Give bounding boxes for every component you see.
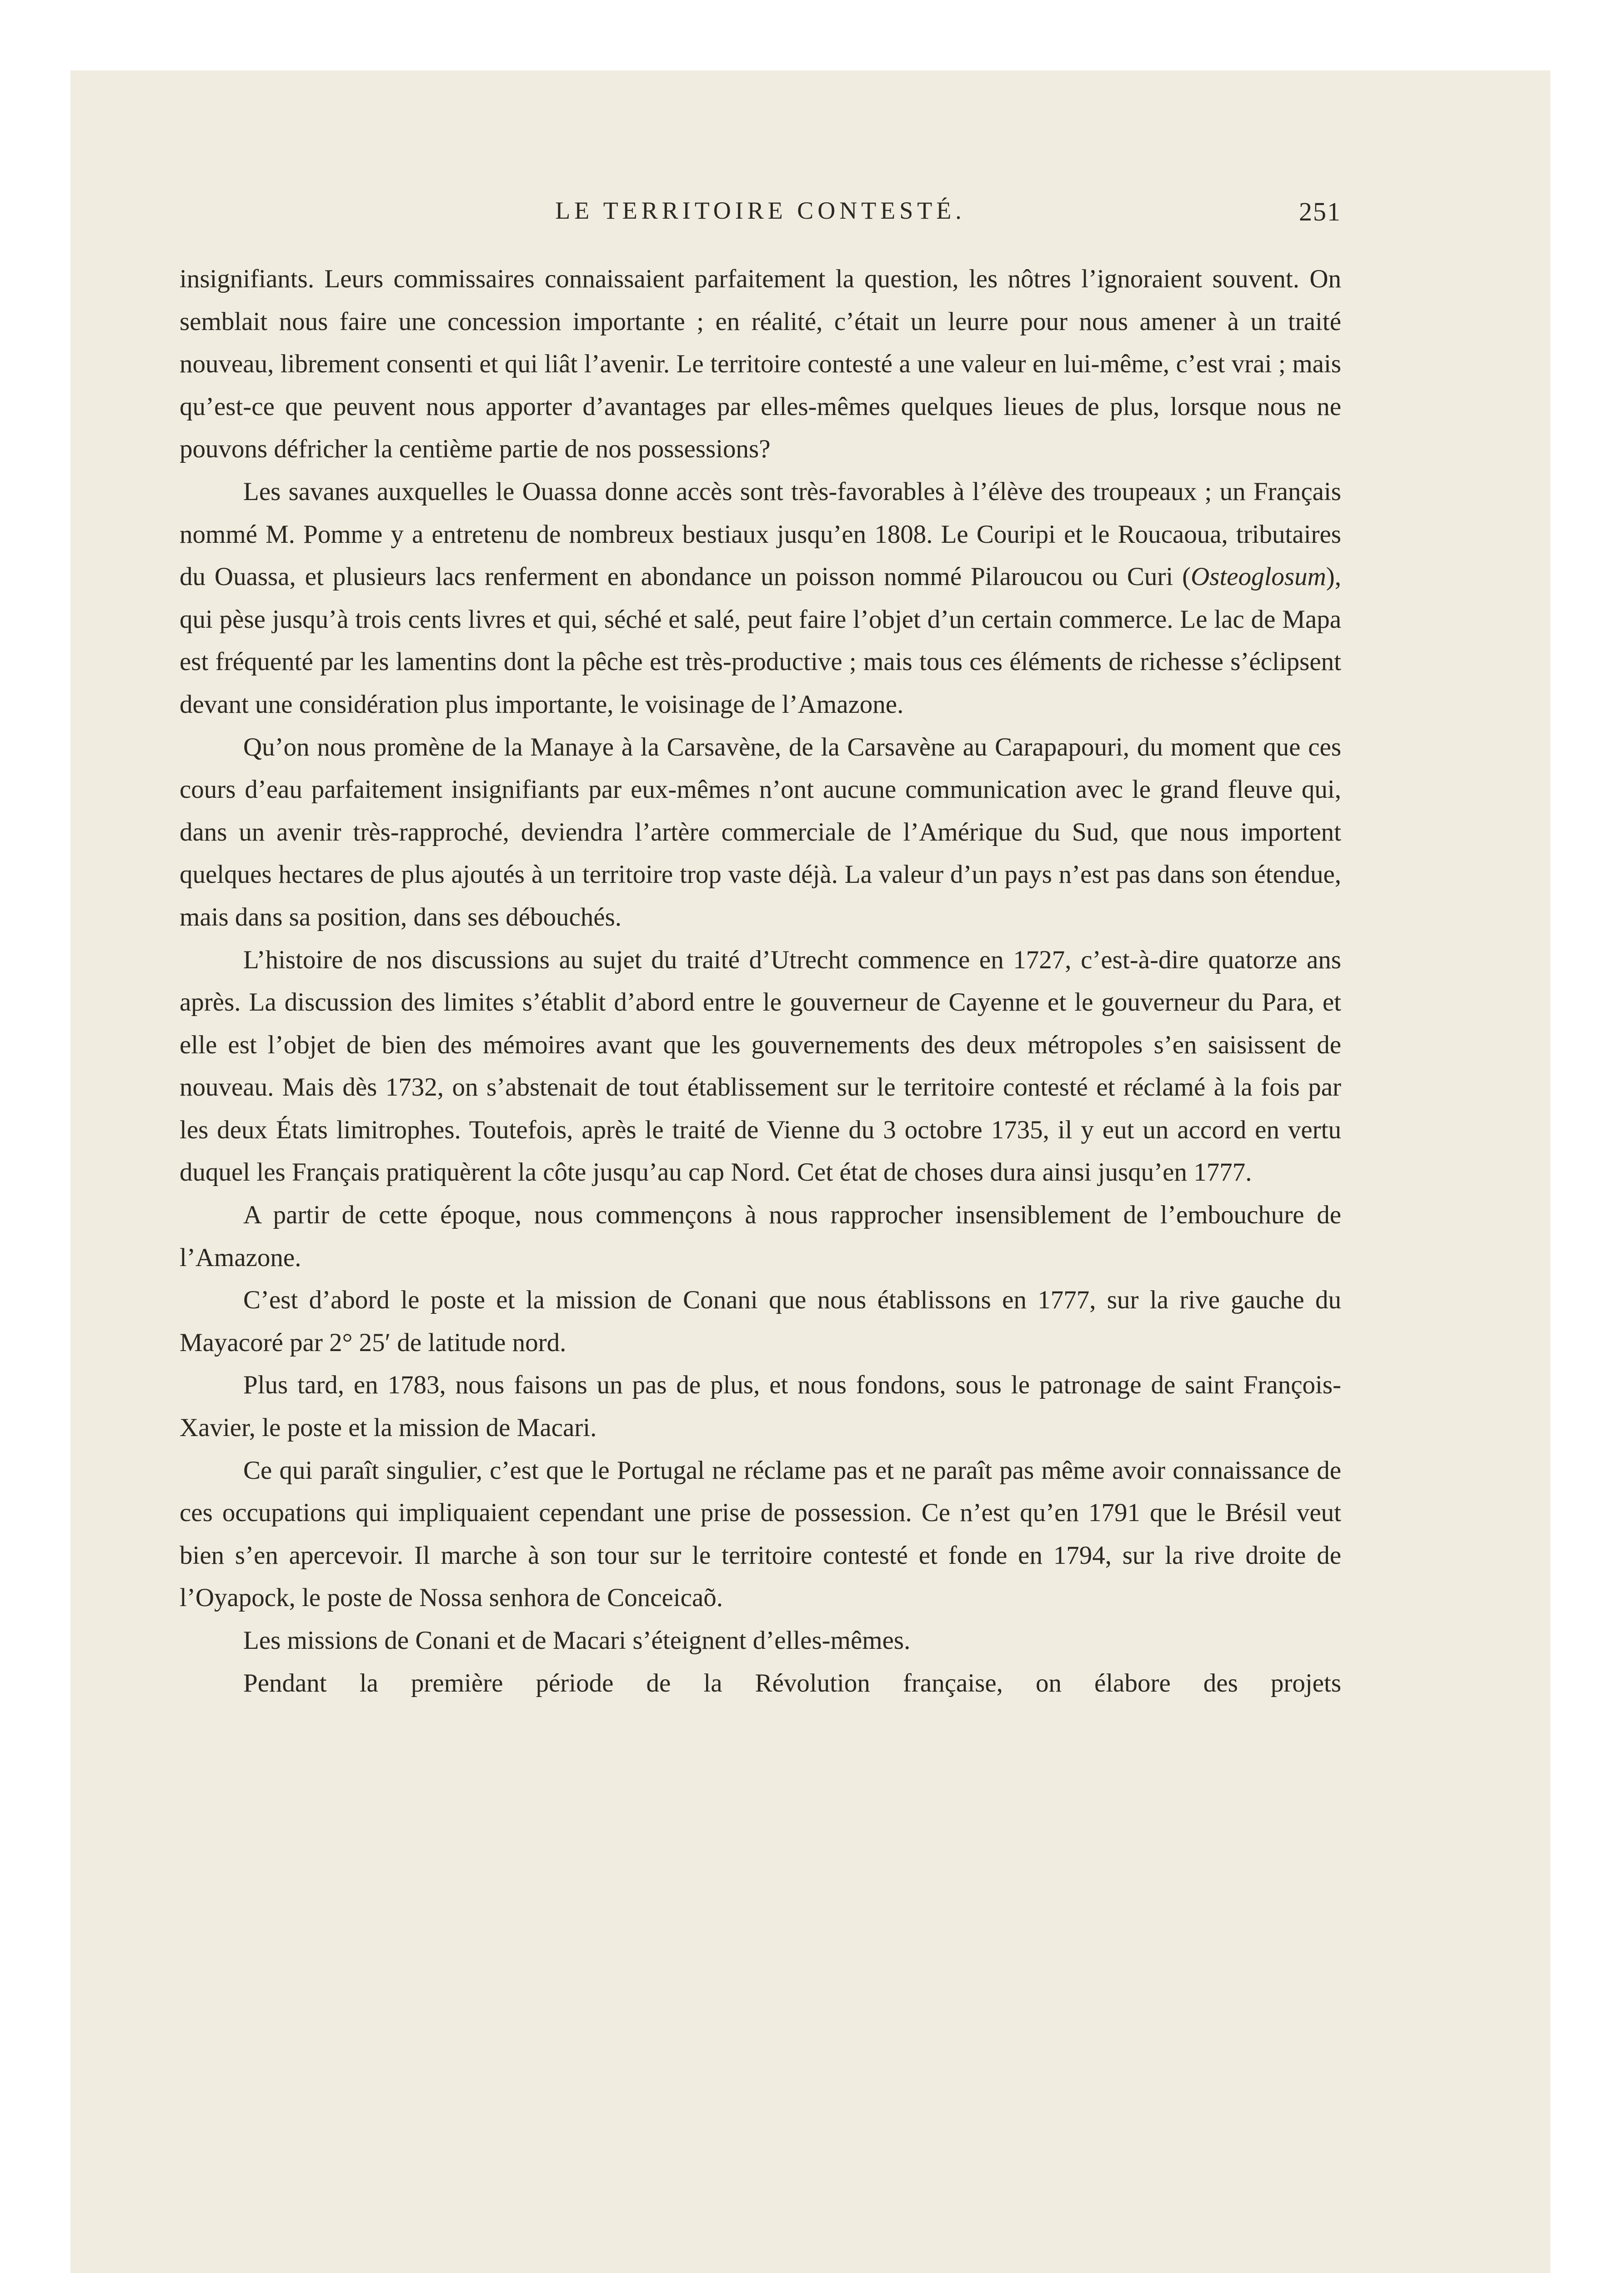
body-text [180, 258, 1341, 1704]
page-header [180, 196, 1341, 237]
paragraph [180, 1279, 1341, 1364]
text-run: Les missions de Conani et de Macari s’éteignent d’elles-mêmes. [243, 1626, 911, 1655]
paragraph [180, 1619, 1341, 1662]
text-run: Plus tard, en 1783, nous faisons un pas de plus, et nous fondons, sous le patronage de saint François-Xavier, le poste et la mission de Macari. [180, 1371, 1341, 1442]
text-run: insignifiants. Leurs commissaires connaissaient parfaitement la question, les nôtres l’ignoraient souvent. On semblait nous faire une concession importante ; en réalité, c’était un leurre pour nous amener à un traité nouveau, librement consenti et qui liât l’avenir. Le territoire contesté a une valeur en lui-même, c’est vrai ; mais qu’est-ce que peuvent nous apporter d’avantages par elles-mêmes quelques lieues de plus, lorsque nous ne pouvons défricher la centième partie de nos possessions? [180, 265, 1341, 464]
text-run: L’histoire de nos discussions au sujet du traité d’Utrecht commence en 1727, c’est-à-dire quatorze ans après. La discussion des limites s’établit d’abord entre le gouverneur de Cayenne et le gouverneur du Para, et elle est l’objet de bien des mémoires avant que les gouvernements des deux métropoles s’en saisissent de nouveau. Mais dès 1732, on s’abstenait de tout établissement sur le territoire contesté et réclamé à la fois par les deux États limitrophes. Toutefois, après le traité de Vienne du 3 octobre 1735, il y eut un accord en vertu duquel les Français pratiquèrent la côte jusqu’au cap Nord. Cet état de choses dura ainsi jusqu’en 1777. [180, 945, 1341, 1187]
text-run: Ce qui paraît singulier, c’est que le Portugal ne réclame pas et ne paraît pas même avoir connaissance de ces occupations qui impliquaient cependant une prise de possession. Ce n’est qu’en 1791 que le Brésil veut bien s’en apercevoir. Il marche à son tour sur le territoire contesté et fonde en 1794, sur la rive droite de l’Oyapock, le poste de Nossa senhora de Conceicaõ. [180, 1456, 1341, 1612]
paragraph [180, 1194, 1341, 1279]
paragraph [180, 939, 1341, 1194]
text-run: Qu’on nous promène de la Manaye à la Carsavène, de la Carsavène au Carapapouri, du moment que ces cours d’eau parfaitement insignifiants par eux-mêmes n’ont aucune communication avec le grand fleuve qui, dans un avenir très-rapproché, deviendra l’artère commerciale de l’Amérique du Sud, que nous importent quelques hectares de plus ajoutés à un territoire trop vaste déjà. La valeur d’un pays n’est pas dans son étendue, mais dans sa position, dans ses débouchés. [180, 732, 1341, 931]
paragraph [180, 1662, 1341, 1705]
page-number: 251 [1299, 197, 1341, 226]
paragraph [180, 471, 1341, 726]
paragraph [180, 1449, 1341, 1619]
text-run: A partir de cette époque, nous commençons à nous rapprocher insensiblement de l’embouchure de l’Amazone. [180, 1201, 1341, 1272]
text-run: C’est d’abord le poste et la mission de Conani que nous établissons en 1777, sur la rive gauche du Mayacoré par 2° 25′ de latitude nord. [180, 1286, 1341, 1357]
paragraph [180, 258, 1341, 471]
paragraph [180, 1364, 1341, 1449]
running-title: LE TERRITOIRE CONTESTÉ. [555, 197, 966, 224]
italic-text: Osteoglosum [1191, 562, 1326, 591]
text-run: ), qui pèse jusqu’à trois cents livres et qui, séché et salé, peut faire l’objet d’un certain commerce. Le lac de Mapa est fréquenté par les lamentins dont la pêche est très-productive ; mais tous ces éléments de richesse s’éclipsent devant une considération plus importante, le voisinage de l’Amazone. [180, 562, 1341, 719]
text-run: Pendant la première période de la Révolution française, on élabore des projets [243, 1668, 1341, 1697]
paragraph [180, 726, 1341, 939]
text-run: Les savanes auxquelles le Ouassa donne accès sont très-favorables à l’élève des troupeaux ; un Français nommé M. Pomme y a entretenu de nombreux bestiaux jusqu’en 1808. Le Couripi et le Roucaoua, tributaires du Ouassa, et plusieurs lacs renferment en abondance un poisson nommé Pilaroucou ou Curi ( [180, 477, 1341, 591]
